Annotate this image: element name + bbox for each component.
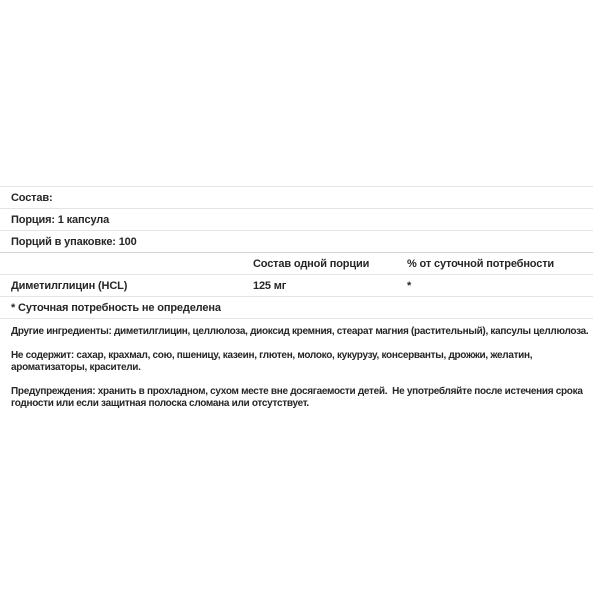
paragraph-line: Другие ингредиенты: диметилглицин, целлюлоза, диоксид кремния, стеарат магния (растительный), капсулы целлюлоза. — [11, 326, 589, 337]
row-label: Состав: — [11, 191, 53, 204]
warnings-paragraph — [11, 386, 595, 411]
table-row-servings-per-container — [0, 230, 593, 252]
column-header-daily-value: % от суточной потребности — [407, 257, 555, 270]
supplement-facts-table — [0, 186, 593, 319]
description-paragraphs — [11, 326, 595, 411]
supplement-facts-section — [0, 186, 600, 422]
table-footnote-row — [0, 296, 593, 318]
paragraph-line: ароматизаторы, красители. — [11, 362, 141, 373]
ingredient-name: Диметилглицин (HCL) — [11, 279, 128, 292]
footnote-text: * Суточная потребность не определена — [11, 301, 221, 314]
table-row-composition — [0, 186, 593, 208]
table-header-row — [0, 252, 593, 274]
table-bottom-divider — [0, 318, 593, 319]
does-not-contain-paragraph — [11, 350, 595, 375]
row-label: Порций в упаковке: 100 — [11, 235, 137, 248]
table-row-ingredient — [0, 274, 593, 296]
ingredient-daily-value: * — [407, 279, 412, 292]
other-ingredients-paragraph — [11, 326, 595, 339]
table-row-serving-size — [0, 208, 593, 230]
paragraph-line: годности или если защитная полоска сломана или отсутствует. — [11, 398, 309, 409]
ingredient-amount: 125 мг — [253, 279, 287, 292]
column-header-amount-per-serving: Состав одной порции — [253, 257, 370, 270]
paragraph-line: Не содержит: сахар, крахмал, сою, пшеницу, казеин, глютен, молоко, кукурузу, консерванты, дрожжи, желатин, — [11, 349, 533, 361]
paragraph-line: Предупреждения: хранить в прохладном, сухом месте вне досягаемости детей. Не употребляйте после истечения срока — [11, 385, 583, 397]
row-label: Порция: 1 капсула — [11, 213, 110, 226]
